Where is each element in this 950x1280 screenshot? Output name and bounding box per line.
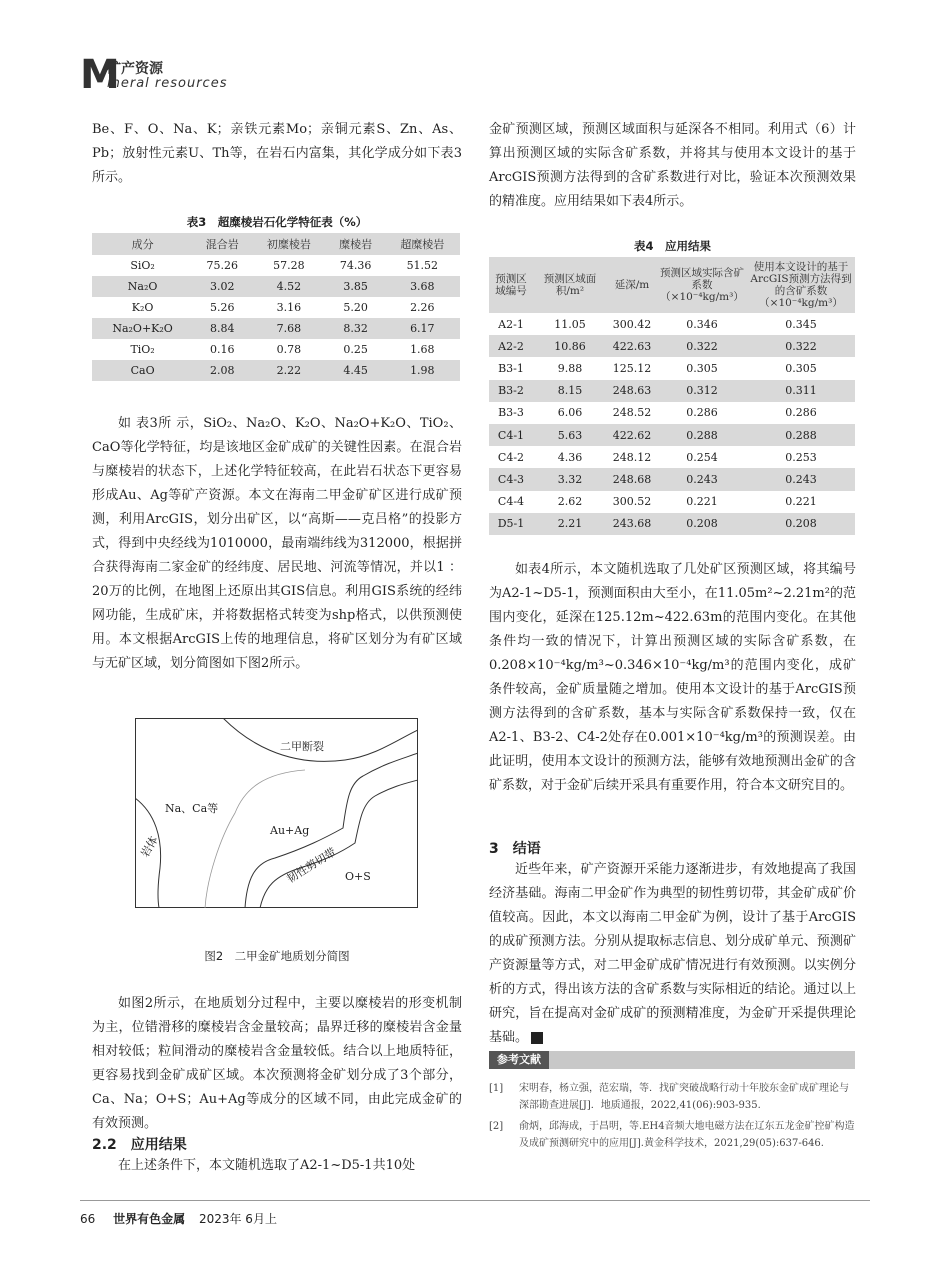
table-cell: B3-2 [489,380,533,402]
table-row [92,297,460,318]
table-cell: C4-4 [497,495,525,509]
table-cell: 3.32 [533,468,607,490]
table-cell: 0.288 [747,424,855,446]
right-column-body [489,558,856,798]
table-cell: 6.06 [557,406,583,420]
table-cell: 0.286 [785,406,817,420]
table-cell: 0.345 [785,317,817,331]
table-cell: 3.68 [385,276,460,297]
table-cell: 2.22 [251,360,326,381]
table-row [489,424,855,446]
table-cell: 0.286 [686,406,718,420]
table-cell: 0.221 [785,495,817,509]
column-header: 糜棱岩 [327,233,385,255]
column-header: 使用本文设计的基于ArcGIS预测方法得到的含矿系数（×10⁻⁴kg/m³） [747,257,855,313]
table-cell: B3-1 [498,361,524,375]
table-cell: 0.305 [785,361,817,375]
table4 [489,257,855,535]
table-cell: 0.322 [657,335,747,357]
table-cell: 0.311 [747,380,855,402]
footer-divider [80,1200,870,1201]
paragraph: 如 表3所 示，SiO₂、Na₂O、K₂O、Na₂O+K₂O、TiO₂、CaO等化学特征，均是该地区金矿成矿的关键性因素。在混合岩与糜棱岩的状态下，上述化学特征较高，在此岩石状态下更容易形成Au、Ag等矿产资源。本文在海南二甲金矿矿区进行成矿预测，利用ArcGIS，划分出矿区，以“高斯——克吕格”的投影方式，得到中央经线为1010000，最南端纬线为312000，根据拼合获得海南二家金矿的经纬度、居民地、河流等情况，并以1 ： 20万的比例，在地图上还原出其GIS信息。利用GIS系统的经纬网功能，生成矿床，并将数据格式转变为shp格式，以供预测使用。本文根据ArcGIS上传的地理信息，将矿区划分为有矿区域与无矿区域，划分简图如下图2所示。 [92,416,462,671]
table-cell: 2.62 [557,495,583,509]
table-row [489,357,855,379]
table-header-row [92,233,460,255]
table-cell: 0.253 [785,450,817,464]
label-auag: Au+Ag [270,824,310,837]
table-cell: 0.346 [686,317,718,331]
table-cell: 0.78 [276,343,302,356]
table-cell: 74.36 [339,259,372,272]
table-row [489,335,855,357]
table4-caption: 表4 应用结果 [633,239,711,253]
table-cell: Na₂O+K₂O [92,318,193,339]
table-cell: A2-2 [489,335,533,357]
table-row [92,318,460,339]
journal-section-subtitle: ineral resources [107,76,228,91]
end-mark-icon: 世 [531,1032,543,1044]
section-heading: 3 结语 [489,841,541,857]
left-column-last [92,1154,462,1178]
reference-number: [1] [489,1083,504,1094]
table-row [489,468,855,490]
table-cell: 0.305 [686,361,718,375]
left-column-body [92,412,462,676]
reference-text: 俞炳，邱海成，于昌明，等.EH4音频大地电磁方法在辽东五龙金矿控矿构造及成矿预测研究中的应用[J].黄金科学技术，2021,29(05):637-646. [519,1121,855,1149]
table-cell: K₂O [131,301,154,314]
table-cell: 248.68 [607,468,657,490]
table-cell: 248.12 [612,450,652,464]
table-cell: 7.68 [251,318,326,339]
table-cell: 2.08 [193,360,251,381]
table-cell: 300.42 [612,317,652,331]
table-cell: C4-1 [489,424,533,446]
table-cell: 2.21 [533,513,607,535]
table-cell: 248.63 [607,380,657,402]
table-row [92,360,460,381]
table-row [92,255,460,276]
logo-letter: M [80,52,120,98]
table-cell: C4-3 [489,468,533,490]
left-column-bottom [92,992,462,1136]
right-column-conclusion [489,858,856,1050]
table-row [489,446,855,468]
table-cell: 5.20 [343,301,368,314]
table-cell: 3.02 [193,276,251,297]
table-cell: 51.52 [406,259,439,272]
section-heading: 2.2 应用结果 [92,1137,187,1153]
column-header: 初糜棱岩 [251,233,326,255]
figure-caption: 图2 二甲金矿地质划分简图 [204,949,350,963]
table-row [92,339,460,360]
table3 [92,233,460,381]
label-shear: 韧性剪切带 [284,845,339,886]
journal-section-title: 矿产资源 [107,61,163,77]
table-cell: C4-2 [497,450,525,464]
column-header: 成分 [92,233,193,255]
table-cell: TiO₂ [130,343,155,356]
table-row [489,380,855,402]
table-cell: 9.88 [557,361,583,375]
table-cell: 0.208 [747,513,855,535]
column-header: 延深/m [607,257,657,313]
reference-number: [2] [489,1121,504,1132]
issue-date: 2023年 6月上 [198,1212,277,1226]
reference-text: 宋明春，杨立强，范宏瑞，等．找矿突破战略行动十年胶东金矿成矿理论与深部勘查进展[J]．地质通报，2022,41(06):903-935. [519,1083,849,1111]
table-cell: 5.26 [209,301,235,314]
column-header: 超糜棱岩 [385,233,460,255]
references-title: 参考文献 [489,1051,549,1069]
table-cell: 10.86 [533,335,607,357]
table-cell: 0.208 [657,513,747,535]
reference-item [489,1080,855,1114]
table-cell: 0.243 [747,468,855,490]
label-fault: 二甲断裂 [280,740,324,753]
paragraph: 在上述条件下，本文随机选取了A2-1~D5-1共10处 [118,1158,416,1173]
column-header: 预测区域面积/m² [533,257,607,313]
table-cell: 11.05 [554,317,586,331]
table-row [489,313,855,335]
table-cell: CaO [92,360,193,381]
table-cell: 0.288 [657,424,747,446]
paragraph: 如表4所示，本文随机选取了几处矿区预测区域，将其编号为A2-1~D5-1，预测面积由大至小，在11.05m²~2.21m²的范围内变化，延深在125.12m~422.63m的范围内变化。在其他条件均一致的情况下，计算出预测区域的实际含矿系数，在0.208×10⁻⁴kg/m³~0.346×10⁻⁴kg/m³的范围内变化，成矿条件较高，金矿质量随之增加。使用本文设计的基于ArcGIS预测方法得到的含矿系数，基本与实际含矿系数保持一致，仅在A2-1、B3-2、C4-2处存在0.001×10⁻⁴kg/m³的预测误差。由此证明，使用本文设计的预测方法，能够有效地预测出金矿的含矿系数，对于金矿后续开采具有重要作用，符合本文研究目的。 [489,562,856,793]
column-header: 预测区域实际含矿系数（×10⁻⁴kg/m³） [657,257,747,313]
paragraph: Be、F、O、Na、K；亲铁元素Mo；亲铜元素S、Zn、As、Pb；放射性元素U、Th等，在岩石内富集，其化学成分如下表3所示。 [92,122,462,185]
table-cell: 5.63 [533,424,607,446]
table-cell: Na₂O [92,276,193,297]
reference-item [489,1118,855,1152]
label-rock: 岩体 [138,833,161,860]
table-cell: D5-1 [489,513,533,535]
paragraph: 金矿预测区域，预测区域面积与延深各不相同。利用式（6）计算出预测区域的实际含矿系数，并将其与使用本文设计的基于ArcGIS预测方法得到的含矿系数进行对比，验证本次预测效果的精准度。应用结果如下表4所示。 [489,122,856,209]
table-cell: 0.25 [343,343,368,356]
table-cell: 0.221 [686,495,718,509]
table-row [489,491,855,513]
figure-2 [135,718,418,908]
table-cell: A2-1 [498,317,524,331]
label-os: O+S [345,870,371,883]
table-cell: 0.322 [747,335,855,357]
column-header: 预测区域编号 [489,257,533,313]
footer [80,1210,277,1227]
table-cell: 3.16 [276,301,302,314]
table-cell: 8.32 [327,318,385,339]
table-cell: 1.98 [385,360,460,381]
table-cell: 57.28 [273,259,305,272]
table-cell: 4.52 [251,276,326,297]
table-cell: 0.16 [209,343,235,356]
table-cell: 1.68 [410,343,435,356]
paragraph: 近些年来，矿产资源开采能力逐渐进步，有效地提高了我国经济基础。海南二甲金矿作为典型的韧性剪切带，其金矿成矿价值较高。因此，本文以海南二甲金矿为例，设计了基于ArcGIS的成矿预测方法。分别从提取标志信息、划分成矿单元、预测矿产资源量等方式，对二甲金矿成矿情况进行有效预测。以实例分析的方式，得出该方法的含矿系数与实际相近的结论。通过以上研究，旨在提高对金矿成矿的预测精准度，为金矿开采提供理论基础。 [489,862,856,1045]
table-cell: SiO₂ [130,259,155,272]
table-cell: 8.15 [533,380,607,402]
table-cell: 422.63 [607,335,657,357]
table-cell: 248.52 [612,406,652,420]
table-cell: 243.68 [607,513,657,535]
table-cell: 0.254 [686,450,718,464]
label-naca: Na、Ca等 [165,802,219,815]
journal-name: 世界有色金属 [113,1212,186,1226]
table-cell: 0.312 [657,380,747,402]
references-bar [489,1051,855,1069]
table3-caption: 表3 超糜棱岩石化学特征表（%） [186,215,368,229]
right-column [489,118,856,214]
table-row [92,276,460,297]
left-column [92,118,462,190]
table-cell: 422.62 [607,424,657,446]
table-cell: 125.12 [612,361,652,375]
table-cell: 6.17 [385,318,460,339]
table-header-row [489,257,855,313]
table-cell: 4.45 [327,360,385,381]
column-header: 混合岩 [193,233,251,255]
table-cell: 3.85 [327,276,385,297]
geologic-map [135,718,418,908]
table-row [489,402,855,424]
table-cell: 0.243 [657,468,747,490]
table-cell: 8.84 [193,318,251,339]
table-cell: B3-3 [498,406,524,420]
paragraph: 如图2所示，在地质划分过程中，主要以糜棱岩的形变机制为主，位错滑移的糜棱岩含金量较高；晶界迁移的糜棱岩含金量相对较低；粒间滑动的糜棱岩含金量较低。结合以上地质特征，更容易找到金矿成矿区域。本次预测将金矿划分成了3个部分，Ca、Na；O+S；Au+Ag等成分的区域不同，由此完成金矿的有效预测。 [92,996,462,1131]
table-cell: 75.26 [206,259,238,272]
table-cell: 300.52 [612,495,652,509]
page-number: 66 [80,1212,96,1226]
references-list [489,1080,855,1156]
table-cell: 4.36 [557,450,583,464]
table-row [489,513,855,535]
table-cell: 2.26 [410,301,435,314]
